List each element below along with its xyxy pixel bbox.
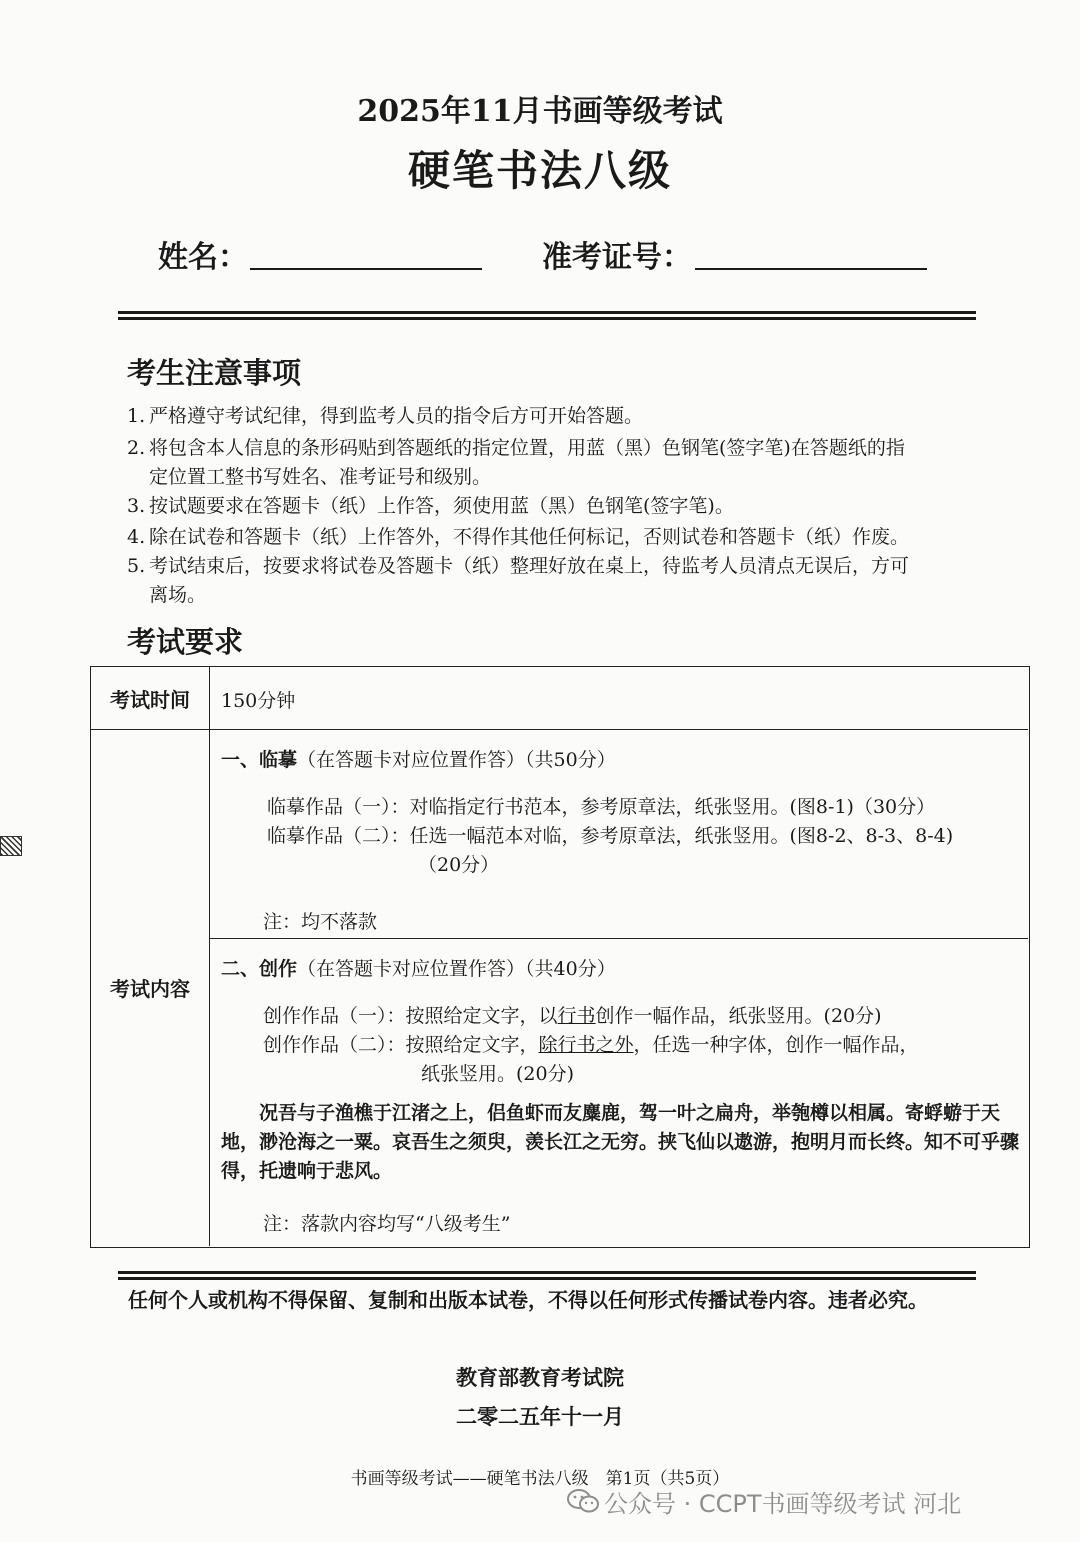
top-divider — [118, 311, 976, 320]
table-row-divider — [91, 729, 1028, 730]
notice-item: 5. 考试结束后，按要求将试卷及答题卡（纸）整理好放在桌上，待监考人员清点无误后，方可 离场。 — [127, 555, 910, 606]
table-column-divider — [209, 667, 210, 1246]
requirements-table — [90, 666, 1030, 1248]
part1-item2-score: （20分） — [418, 854, 500, 876]
exam-time-value: 150分钟 — [221, 690, 296, 712]
notice-item: 4. 除在试卷和答题卡（纸）上作答外，不得作其他任何标记，否则试卷和答题卡（纸）作废。 — [127, 526, 910, 548]
creation-text-passage: 况吾与子渔樵于江渚之上，侣鱼虾而友麋鹿，驾一叶之扁舟，举匏樽以相属。寄蜉蝣于天地，渺沧海之一粟。哀吾生之须臾，羡长江之无穷。挟飞仙以遨游，抱明月而长终。知不可乎骤得，托遗响于悲风。 — [221, 1102, 1020, 1182]
hatch-mark-icon — [0, 836, 22, 856]
name-label: 姓名： — [158, 240, 248, 275]
part1-item2: 临摹作品（二）：任选一幅范本对临，参考原章法，纸张竖用。(图8-2、8-3、8-4) — [267, 825, 954, 847]
notice-item: 2. 将包含本人信息的条形码贴到答题纸的指定位置，用蓝（黑）色钢笔(签字笔)在答题纸的指 定位置工整书写姓名、准考证号和级别。 — [127, 437, 905, 488]
watermark: 公众号 · CCPT书画等级考试 河北 — [604, 1490, 962, 1518]
exam-time-label: 考试时间 — [110, 688, 190, 712]
part1-header: 一、临摹（在答题卡对应位置作答）（共50分） — [221, 749, 616, 771]
part2-item2-cont: 纸张竖用。(20分) — [421, 1063, 575, 1085]
exam-id-label: 准考证号： — [542, 240, 692, 275]
notice-item: 1. 严格遵守考试纪律，得到监考人员的指令后方可开始答题。 — [127, 405, 644, 427]
copyright-notice: 任何个人或机构不得保留、复制和出版本试卷，不得以任何形式传播试卷内容。违者必究。 — [128, 1288, 928, 1312]
wechat-icon — [566, 1488, 600, 1514]
issue-date: 二零二五年十一月 — [456, 1404, 624, 1429]
part2-header: 二、创作（在答题卡对应位置作答）（共40分） — [221, 958, 616, 980]
part1-note: 注：均不落款 — [263, 911, 378, 933]
part2-item2: 创作作品（二）：按照给定文字，除行书之外，任选一种字体，创作一幅作品， — [263, 1034, 919, 1056]
notice-item: 3. 按试题要求在答题卡（纸）上作答，须使用蓝（黑）色钢笔(签字笔)。 — [127, 495, 734, 517]
part-divider — [209, 938, 1028, 939]
exam-id-field[interactable] — [695, 268, 927, 270]
part2-item1: 创作作品（一）：按照给定文字，以行书创作一幅作品，纸张竖用。(20分) — [263, 1005, 882, 1027]
subject-title: 硬笔书法八级 — [407, 146, 672, 195]
page-footer: 书画等级考试——硬笔书法八级 第1页（共5页） — [350, 1469, 730, 1489]
notice-heading: 考生注意事项 — [127, 356, 302, 390]
part2-note: 注：落款内容均写“八级考生” — [263, 1213, 511, 1235]
exam-title: 2025年11月书画等级考试 — [357, 94, 723, 129]
name-field[interactable] — [250, 268, 482, 270]
exam-content-label: 考试内容 — [110, 977, 190, 1001]
issuer: 教育部教育考试院 — [456, 1365, 624, 1390]
part1-item1: 临摹作品（一）：对临指定行书范本，参考原章法，纸张竖用。(图8-1)（30分） — [267, 796, 936, 818]
requirements-heading: 考试要求 — [127, 625, 244, 659]
bottom-divider — [118, 1271, 976, 1280]
